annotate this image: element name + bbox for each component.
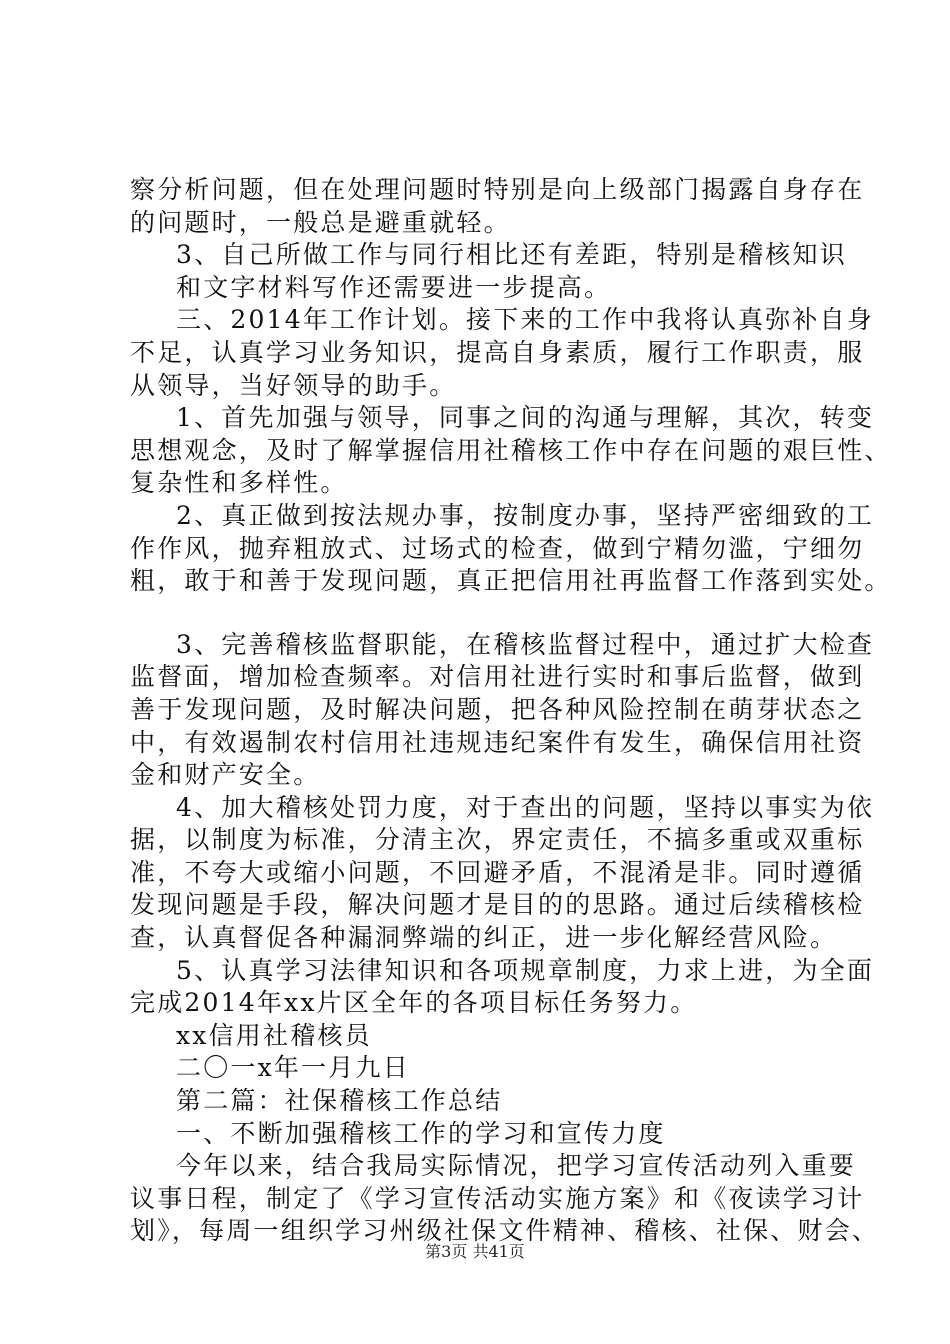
text-line: 监督面，增加检查频率。对信用社进行实时和事后监督，做到: [130, 662, 865, 692]
text-line: 二〇一x年一月九日: [176, 1053, 410, 1083]
document-body: [130, 174, 892, 1248]
text-line: 作作风，抛弃粗放式、过场式的检查，做到宁精勿滥，宁细勿: [130, 533, 865, 563]
text-line: 第二篇：社保稽核工作总结: [176, 1086, 503, 1116]
text-line: 从领导，当好领导的助手。: [130, 370, 457, 400]
text-line: 粗，敢于和善于发现问题，真正把信用社再监督工作落到实处。: [130, 566, 892, 596]
text-line: 三、2014年工作计划。接下来的工作中我将认真弥补自身: [176, 305, 875, 335]
text-line: 的问题时，一般总是避重就轻。: [130, 207, 511, 237]
text-line: 2、真正做到按法规办事，按制度办事，坚持严密细致的工: [176, 500, 875, 530]
text-line: 3、自己所做工作与同行相比还有差距，特别是稽核知识: [176, 240, 847, 270]
text-line: 5、认真学习法律知识和各项规章制度，力求上进，为全面: [176, 955, 875, 985]
text-line: 1、首先加强与领导，同事之间的沟通与理解，其次，转变: [176, 403, 875, 433]
text-line: 3、完善稽核监督职能，在稽核监督过程中，通过扩大检查: [176, 629, 875, 659]
text-line: 复杂性和多样性。: [130, 468, 348, 498]
text-line: 准，不夸大或缩小问题，不回避矛盾，不混淆是非。同时遵循: [130, 857, 865, 887]
text-line: 发现问题是手段，解决问题才是目的的思路。通过后续稽核检: [130, 890, 865, 920]
text-line: 和文字材料写作还需要进一步提高。: [176, 272, 612, 302]
paragraph-gap: [130, 598, 850, 629]
text-line: 善于发现问题，及时解决问题，把各种风险控制在萌芽状态之: [130, 694, 865, 724]
text-line: 不足，认真学习业务知识，提高自身素质，履行工作职责，服: [130, 337, 865, 367]
page-footer: 第3页 共41页: [425, 1242, 525, 1261]
text-line: 思想观念，及时了解掌握信用社稽核工作中存在问题的艰巨性、: [130, 435, 892, 465]
text-line: 议事日程，制定了《学习宣传活动实施方案》和《夜读学习计: [130, 1183, 865, 1213]
text-line: 据，以制度为标准，分清主次，界定责任，不搞多重或双重标: [130, 825, 865, 855]
text-line: 划》，每周一组织学习州级社保文件精神、稽核、社保、财会、: [130, 1216, 880, 1246]
text-line: xx信用社稽核员: [176, 1020, 372, 1050]
text-line: 查，认真督促各种漏洞弊端的纠正，进一步化解经营风险。: [130, 923, 838, 953]
text-line: 完成2014年xx片区全年的各项目标任务努力。: [130, 988, 698, 1018]
text-line: 中，有效遏制农村信用社违规违纪案件有发生，确保信用社资: [130, 727, 865, 757]
text-line: 一、不断加强稽核工作的学习和宣传力度: [176, 1118, 666, 1148]
text-line: 金和财产安全。: [130, 760, 321, 790]
text-line: 今年以来，结合我局实际情况，把学习宣传活动列入重要: [176, 1151, 857, 1181]
text-line: 4、加大稽核处罚力度，对于查出的问题，坚持以事实为依: [176, 792, 875, 822]
text-line: 察分析问题，但在处理问题时特别是向上级部门揭露自身存在: [130, 175, 865, 204]
